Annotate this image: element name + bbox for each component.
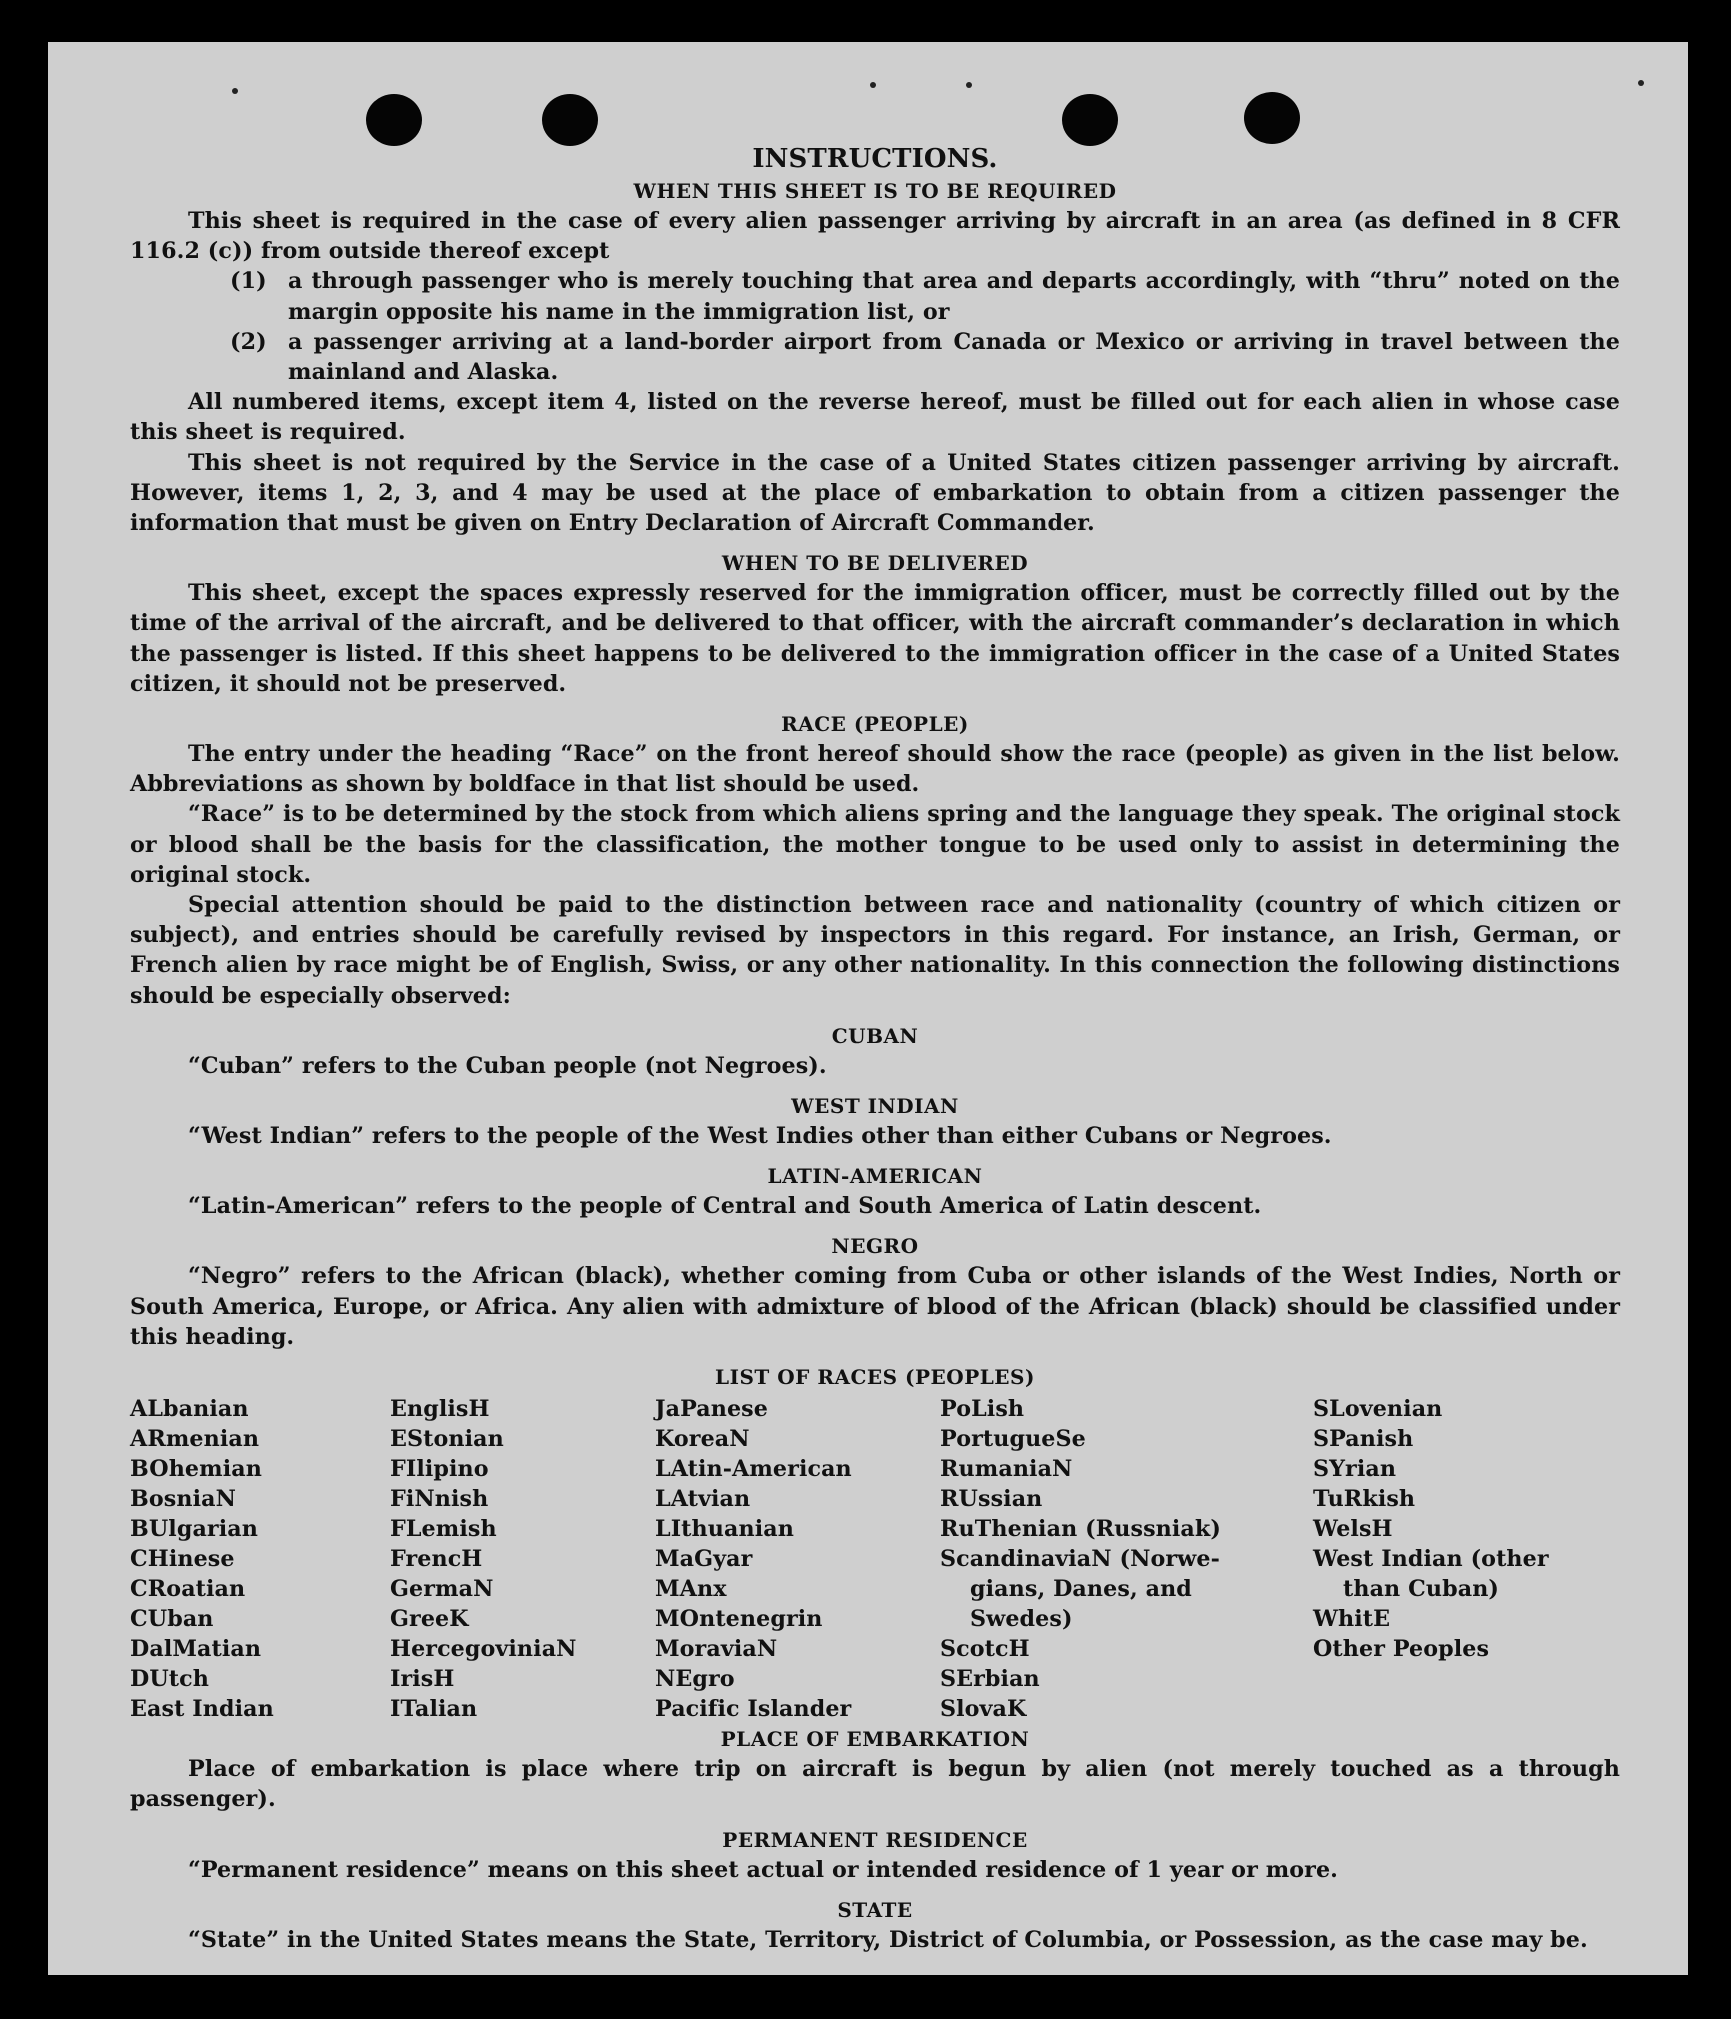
race-item: DalMatian <box>130 1636 262 1663</box>
heading-state: STATE <box>837 1897 913 1922</box>
race-item: EnglisH <box>390 1396 490 1423</box>
race-item: SPanish <box>1313 1426 1414 1453</box>
heading-list-of-races: LIST OF RACES (PEOPLES) <box>715 1365 1035 1390</box>
race-item: Other Peoples <box>1313 1636 1490 1663</box>
heading-latin-american: LATIN-AMERICAN <box>767 1164 983 1189</box>
paper-speck <box>1638 80 1644 86</box>
race-item: Pacific Islander <box>655 1696 852 1723</box>
heading-west-indian: WEST INDIAN <box>791 1094 959 1119</box>
punch-hole <box>366 94 422 146</box>
when-required-intro: This sheet is required in the case of every alien passenger arriving by aircraft in an area (as defined in 8 CFR 116.2 (c)) from outside thereof except <box>130 208 1620 265</box>
race-list <box>130 1394 1620 1724</box>
permanent-residence-text: “Permanent residence” means on this sheet actual or intended residence of 1 year or more. <box>188 1856 1339 1883</box>
state-text: “State” in the United States means the State, Territory, District of Columbia, or Possession, as the case may be. <box>188 1926 1588 1953</box>
race-item: LAtvian <box>655 1486 751 1513</box>
race-item: ALbanian <box>130 1396 249 1423</box>
race-item: FIlipino <box>390 1456 489 1483</box>
item-text: a passenger arriving at a land-border airport from Canada or Mexico or arriving in travel between the mainland and Alaska. <box>288 328 1620 386</box>
race-item: ScandinaviaN (Norwe- <box>940 1546 1220 1573</box>
race-item: DUtch <box>130 1666 209 1693</box>
race-item: RuThenian (Russniak) <box>940 1516 1221 1543</box>
race-column <box>130 1394 390 1724</box>
race-item: SLovenian <box>1313 1396 1443 1423</box>
item-text: a through passenger who is merely touching that area and departs accordingly, with “thru” noted on the margin opposite his name in the immigration list, or <box>288 268 1620 325</box>
race-column <box>940 1394 1313 1724</box>
latin-american-text: “Latin-American” refers to the people of Central and South America of Latin descent. <box>188 1193 1262 1220</box>
race-item: BosniaN <box>130 1486 236 1513</box>
race-paragraph-3: Special attention should be paid to the distinction between race and nationality (country of which citizen or subject), and entries should be carefully revised by inspectors in this regard. For instance, an Irish, German, or French alien by race might be of English, Swiss, or any other nationality. In this connection the following distinctions should be especially observed: <box>130 892 1620 1009</box>
paper-speck <box>966 82 972 88</box>
paper-speck <box>870 82 876 88</box>
item-number: (1) <box>230 268 267 295</box>
race-item: MoraviaN <box>655 1636 778 1663</box>
race-item: gians, Danes, and <box>970 1576 1192 1603</box>
race-item: RumaniaN <box>940 1456 1073 1483</box>
document-sheet <box>48 42 1688 1975</box>
negro-text: “Negro” refers to the African (black), whether coming from Cuba or other islands of the West Indies, North or South America, Europe, or Africa. Any alien with admixture of blood of the African (black) should be classified under this heading. <box>130 1263 1620 1350</box>
heading-cuban: CUBAN <box>831 1023 919 1048</box>
heading-embarkation: PLACE OF EMBARKATION <box>720 1727 1030 1752</box>
race-column <box>390 1394 655 1724</box>
race-item: PoLish <box>940 1396 1025 1423</box>
race-column <box>1313 1394 1613 1724</box>
race-item: FrencH <box>390 1546 483 1573</box>
race-item: ARmenian <box>130 1426 260 1453</box>
exception-item-2 <box>130 327 1620 387</box>
when-delivered-text: This sheet, except the spaces expressly reserved for the immigration officer, must be correctly filled out by the time of the arrival of the aircraft, and be delivered to that officer, with the aircraft commander’s declaration in which the passenger is listed. If this sheet happens to be delivered to the immigration officer in the case of a United States citizen, it should not be preserved. <box>130 580 1620 697</box>
race-item: ScotcH <box>940 1636 1030 1663</box>
race-item: EStonian <box>390 1426 504 1453</box>
race-item: WhitE <box>1313 1606 1391 1633</box>
race-item: KoreaN <box>655 1426 750 1453</box>
race-item: than Cuban) <box>1343 1576 1500 1603</box>
race-item: CUban <box>130 1606 214 1633</box>
heading-negro: NEGRO <box>831 1234 919 1259</box>
heading-race: RACE (PEOPLE) <box>781 712 969 737</box>
race-item: SlovaK <box>940 1696 1027 1723</box>
race-item: LAtin-American <box>655 1456 852 1483</box>
west-indian-text: “West Indian” refers to the people of the West Indies other than either Cubans or Negroes. <box>188 1123 1332 1150</box>
heading-when-delivered: WHEN TO BE DELIVERED <box>721 551 1029 576</box>
race-item: JaPanese <box>655 1396 768 1423</box>
punch-hole <box>1244 92 1300 144</box>
item-number: (2) <box>230 328 267 355</box>
race-item: GermaN <box>390 1576 494 1603</box>
race-item: BOhemian <box>130 1456 262 1483</box>
race-item: CHinese <box>130 1546 235 1573</box>
race-item: SErbian <box>940 1666 1040 1693</box>
race-item: FLemish <box>390 1516 497 1543</box>
race-item: NEgro <box>655 1666 735 1693</box>
race-item: MaGyar <box>655 1546 753 1573</box>
race-item: HercegoviniaN <box>390 1636 577 1663</box>
citizen-paragraph: This sheet is not required by the Service in the case of a United States citizen passenger arriving by aircraft. However, items 1, 2, 3, and 4 may be used at the place of embarkation to obtain from a citizen passenger the information that must be given on Entry Declaration of Aircraft Commander. <box>130 449 1620 537</box>
race-item: MAnx <box>655 1576 727 1603</box>
punch-hole <box>1062 94 1118 146</box>
race-item: WelsH <box>1313 1516 1393 1543</box>
heading-permanent-residence: PERMANENT RESIDENCE <box>722 1827 1028 1852</box>
cuban-text: “Cuban” refers to the Cuban people (not Negroes). <box>188 1052 827 1079</box>
embarkation-text: Place of embarkation is place where trip on aircraft is begun by alien (not merely touched as a through passenger). <box>130 1756 1620 1813</box>
race-item: SYrian <box>1313 1456 1397 1483</box>
race-item: RUssian <box>940 1486 1043 1513</box>
race-item: GreeK <box>390 1606 469 1633</box>
race-paragraph-1: The entry under the heading “Race” on the front hereof should show the race (people) as given in the list below. Abbreviations as shown by boldface in that list should be used. <box>130 741 1620 798</box>
page-title: INSTRUCTIONS. <box>752 144 998 174</box>
punch-hole <box>542 94 598 146</box>
paper-speck <box>232 88 238 94</box>
race-item: TuRkish <box>1313 1486 1416 1513</box>
race-item: Swedes) <box>970 1606 1073 1633</box>
race-item: BUlgarian <box>130 1516 258 1543</box>
numbered-items-paragraph: All numbered items, except item 4, listed on the reverse hereof, must be filled out for each alien in whose case this sheet is required. <box>130 389 1620 446</box>
instructions-content <box>130 142 1620 1955</box>
race-item: MOntenegrin <box>655 1606 823 1633</box>
race-item: ITalian <box>390 1696 478 1723</box>
exception-item-1 <box>130 266 1620 326</box>
race-item: CRoatian <box>130 1576 246 1603</box>
race-paragraph-2: “Race” is to be determined by the stock from which aliens spring and the language they speak. The original stock or blood shall be the basis for the classification, the mother tongue to be used only to assist in determining the original stock. <box>130 801 1620 888</box>
race-column <box>655 1394 940 1724</box>
race-item: East Indian <box>130 1696 274 1723</box>
race-item: PortugueSe <box>940 1426 1086 1453</box>
race-item: IrisH <box>390 1666 455 1693</box>
race-item: West Indian (other <box>1313 1546 1549 1573</box>
heading-when-required: WHEN THIS SHEET IS TO BE REQUIRED <box>633 179 1117 203</box>
race-item: LIthuanian <box>655 1516 794 1543</box>
race-item: FiNnish <box>390 1486 489 1513</box>
